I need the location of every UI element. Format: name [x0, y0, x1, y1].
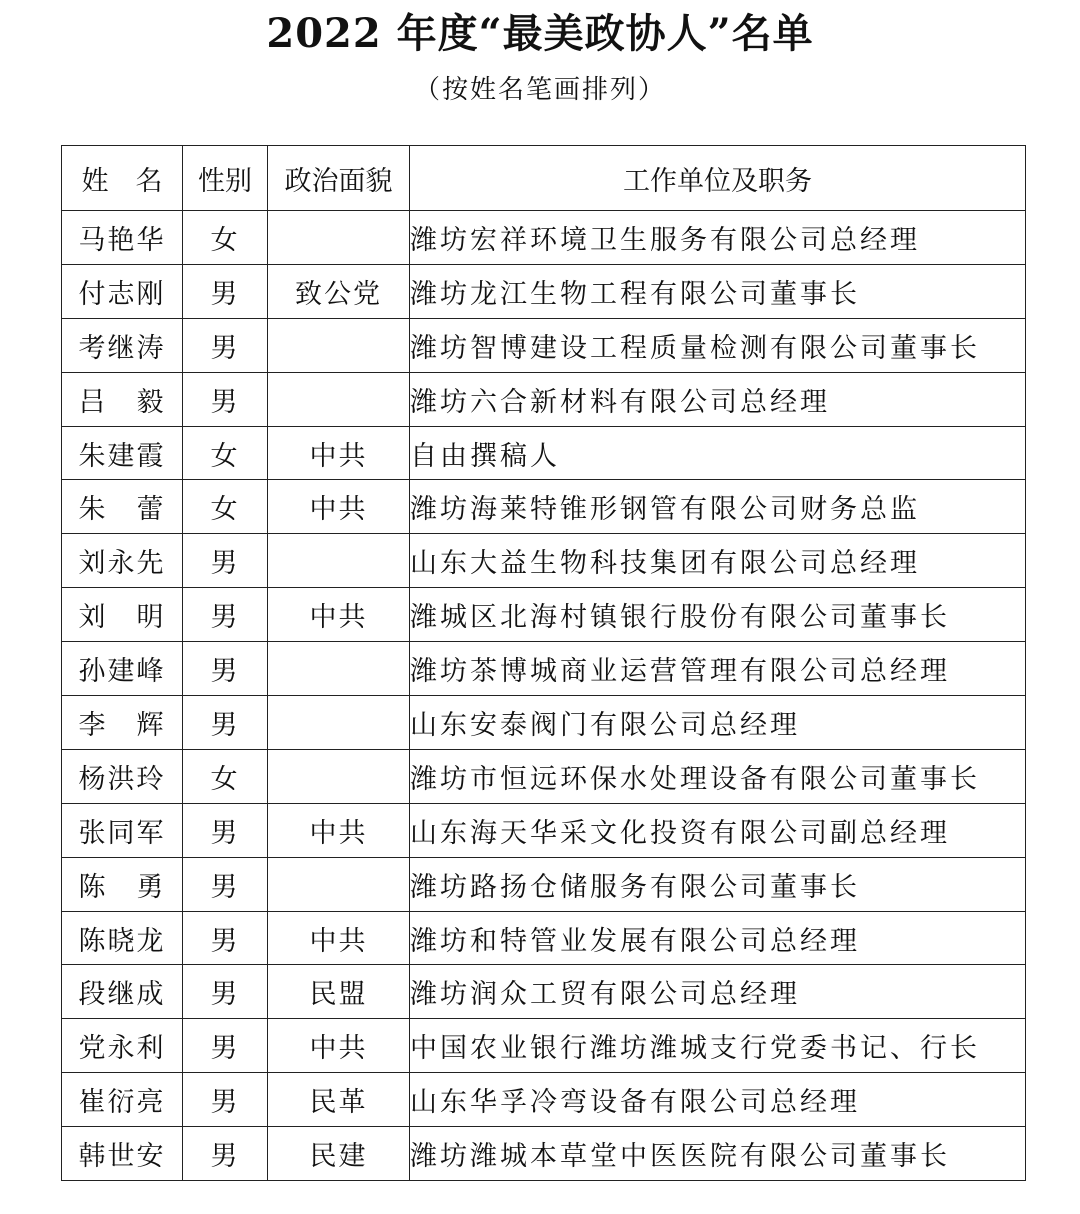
cell-party: [268, 372, 410, 426]
cell-party: [268, 857, 410, 911]
cell-gender: 男: [183, 965, 268, 1019]
cell-gender: 女: [183, 426, 268, 480]
cell-party: 中共: [268, 1019, 410, 1073]
cell-name: 朱建霞: [62, 426, 183, 480]
table-row: [62, 211, 1026, 265]
table-row: [62, 480, 1026, 534]
cell-gender: 男: [183, 318, 268, 372]
table-row: [62, 588, 1026, 642]
cell-party: 民建: [268, 1127, 410, 1181]
cell-work: 中国农业银行潍坊潍城支行党委书记、行长: [410, 1019, 1026, 1073]
table-row: [62, 318, 1026, 372]
table-header-row: [62, 146, 1026, 211]
cell-name: 刘永先: [62, 534, 183, 588]
table-row: [62, 857, 1026, 911]
cell-gender: 男: [183, 588, 268, 642]
cell-gender: 女: [183, 749, 268, 803]
cell-party: 致公党: [268, 264, 410, 318]
cell-name: 吕 毅: [62, 372, 183, 426]
cell-work: 潍城区北海村镇银行股份有限公司董事长: [410, 588, 1026, 642]
cell-gender: 女: [183, 480, 268, 534]
table-row: [62, 696, 1026, 750]
cell-work: 潍坊和特管业发展有限公司总经理: [410, 911, 1026, 965]
cell-name: 陈晓龙: [62, 911, 183, 965]
cell-party: [268, 534, 410, 588]
cell-work: 自由撰稿人: [410, 426, 1026, 480]
cell-work: 潍坊龙江生物工程有限公司董事长: [410, 264, 1026, 318]
table-row: [62, 911, 1026, 965]
cell-party: [268, 749, 410, 803]
cell-party: 中共: [268, 588, 410, 642]
table-row: [62, 1073, 1026, 1127]
table-row: [62, 642, 1026, 696]
cell-work: 潍坊茶博城商业运营管理有限公司总经理: [410, 642, 1026, 696]
cell-work: 潍坊智博建设工程质量检测有限公司董事长: [410, 318, 1026, 372]
cell-party: 中共: [268, 480, 410, 534]
cell-name: 考继涛: [62, 318, 183, 372]
cell-work: 潍坊路扬仓储服务有限公司董事长: [410, 857, 1026, 911]
header-name: 姓 名: [62, 146, 183, 211]
table-row: [62, 803, 1026, 857]
page-subtitle: （按姓名笔画排列）: [413, 75, 666, 105]
cell-work: 潍坊六合新材料有限公司总经理: [410, 372, 1026, 426]
cell-party: [268, 696, 410, 750]
header-gender: 性别: [183, 146, 268, 211]
cell-party: 中共: [268, 803, 410, 857]
table-row: [62, 264, 1026, 318]
cell-gender: 女: [183, 211, 268, 265]
cell-gender: 男: [183, 1019, 268, 1073]
table-row: [62, 965, 1026, 1019]
cell-name: 马艳华: [62, 211, 183, 265]
cell-name: 付志刚: [62, 264, 183, 318]
cell-work: 山东安泰阀门有限公司总经理: [410, 696, 1026, 750]
cell-name: 李 辉: [62, 696, 183, 750]
roster-table: [61, 145, 1026, 1181]
cell-party: 中共: [268, 911, 410, 965]
cell-gender: 男: [183, 857, 268, 911]
cell-name: 陈 勇: [62, 857, 183, 911]
cell-gender: 男: [183, 803, 268, 857]
cell-gender: 男: [183, 642, 268, 696]
table-row: [62, 1019, 1026, 1073]
cell-gender: 男: [183, 372, 268, 426]
cell-name: 朱 蕾: [62, 480, 183, 534]
cell-party: [268, 642, 410, 696]
cell-gender: 男: [183, 1073, 268, 1127]
cell-work: 潍坊宏祥环境卫生服务有限公司总经理: [410, 211, 1026, 265]
table-row: [62, 1127, 1026, 1181]
cell-work: 山东海天华采文化投资有限公司副总经理: [410, 803, 1026, 857]
cell-gender: 男: [183, 696, 268, 750]
page-title: 2022 年度“最美政协人”名单: [266, 10, 814, 57]
cell-work: 山东大益生物科技集团有限公司总经理: [410, 534, 1026, 588]
table-row: [62, 749, 1026, 803]
cell-work: 潍坊潍城本草堂中医医院有限公司董事长: [410, 1127, 1026, 1181]
table-row: [62, 534, 1026, 588]
cell-name: 党永利: [62, 1019, 183, 1073]
cell-party: [268, 211, 410, 265]
cell-work: 山东华孚冷弯设备有限公司总经理: [410, 1073, 1026, 1127]
cell-gender: 男: [183, 534, 268, 588]
cell-party: 民盟: [268, 965, 410, 1019]
cell-name: 孙建峰: [62, 642, 183, 696]
cell-party: 中共: [268, 426, 410, 480]
cell-work: 潍坊海莱特锥形钢管有限公司财务总监: [410, 480, 1026, 534]
cell-work: 潍坊润众工贸有限公司总经理: [410, 965, 1026, 1019]
cell-party: 民革: [268, 1073, 410, 1127]
header-party: 政治面貌: [268, 146, 410, 211]
cell-name: 刘 明: [62, 588, 183, 642]
cell-name: 崔衍亮: [62, 1073, 183, 1127]
cell-name: 张同军: [62, 803, 183, 857]
cell-gender: 男: [183, 1127, 268, 1181]
cell-name: 杨洪玲: [62, 749, 183, 803]
table-row: [62, 426, 1026, 480]
cell-name: 韩世安: [62, 1127, 183, 1181]
header-work: 工作单位及职务: [410, 146, 1026, 211]
cell-name: 段继成: [62, 965, 183, 1019]
cell-party: [268, 318, 410, 372]
cell-gender: 男: [183, 264, 268, 318]
cell-gender: 男: [183, 911, 268, 965]
cell-work: 潍坊市恒远环保水处理设备有限公司董事长: [410, 749, 1026, 803]
table-row: [62, 372, 1026, 426]
